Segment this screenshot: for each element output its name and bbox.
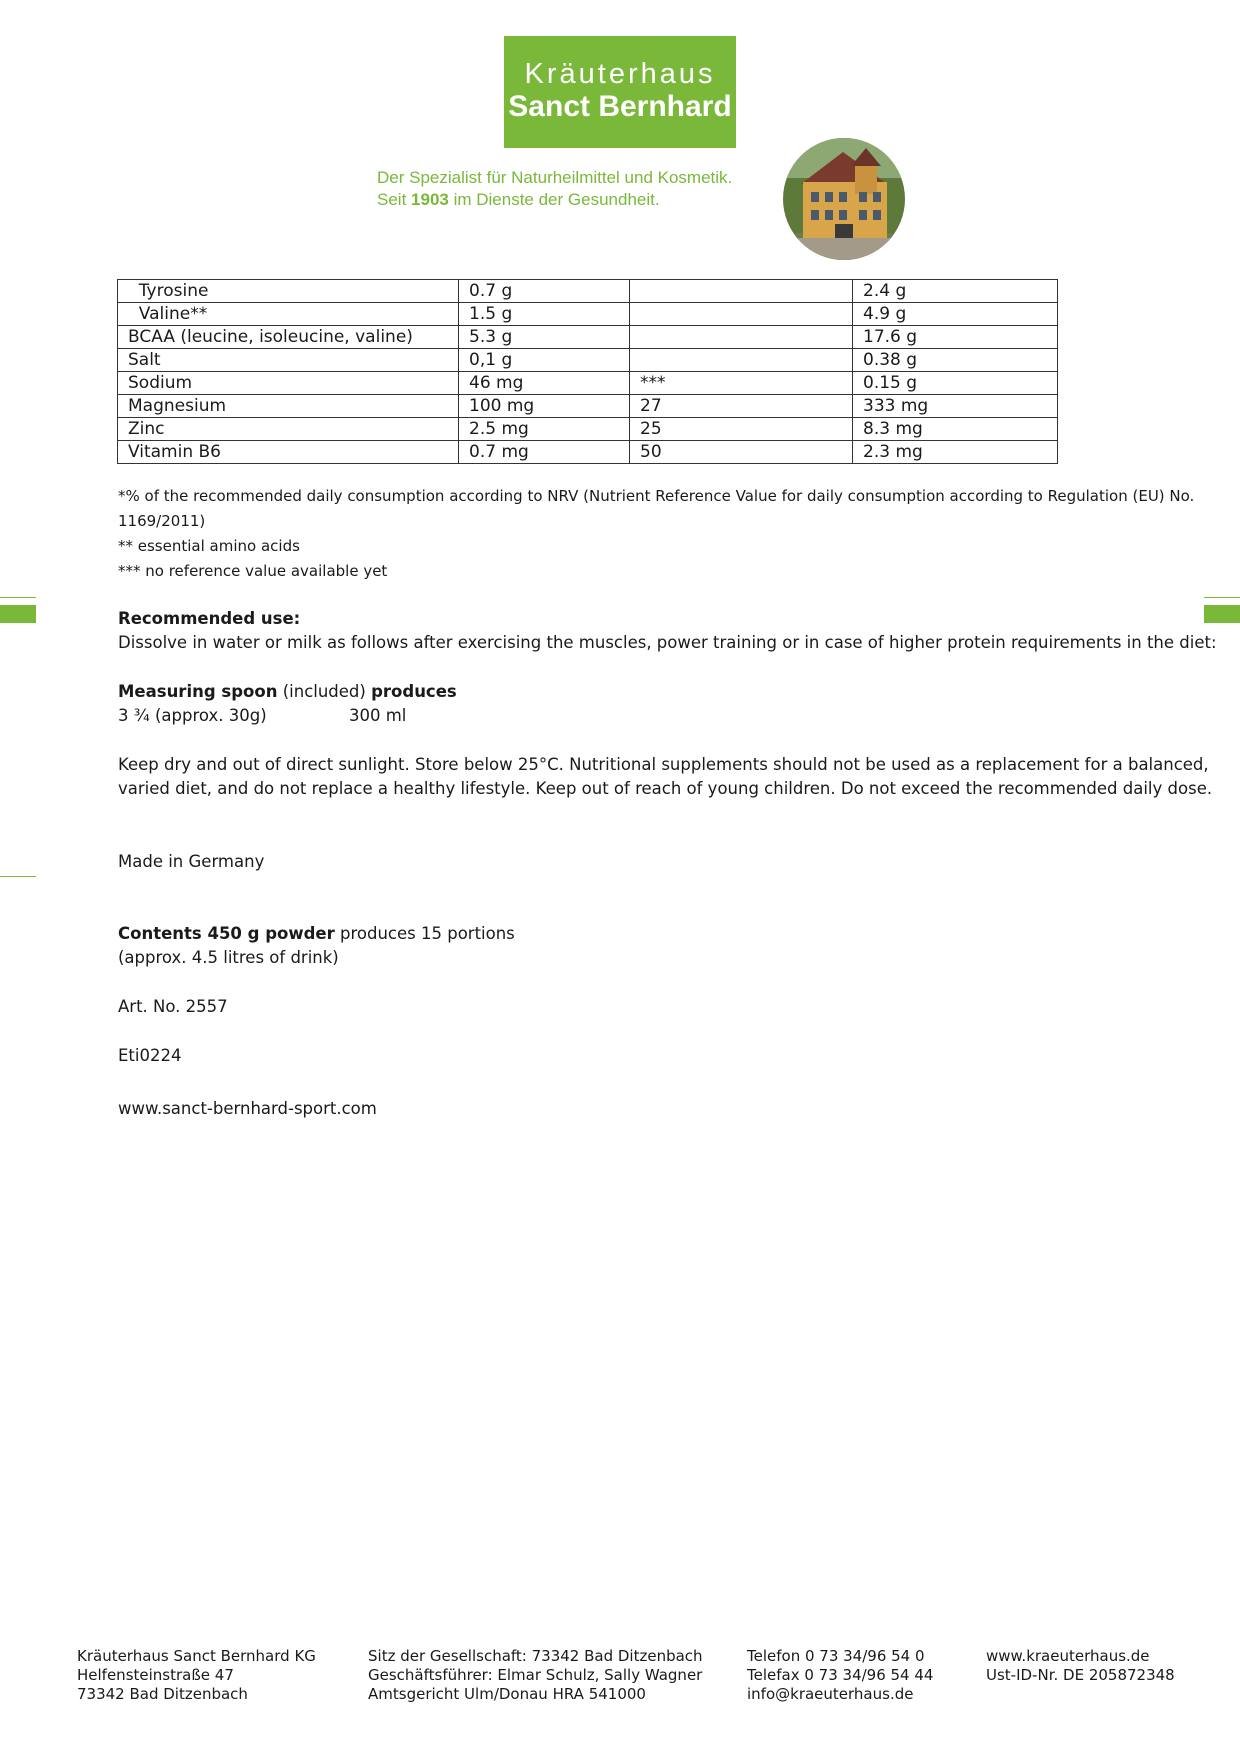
building-photo [783, 138, 905, 260]
logo-line-2: Sanct Bernhard [508, 90, 732, 123]
usage-heading: Recommended use: [118, 609, 301, 628]
table-cell: 0.7 mg [459, 441, 630, 464]
label-code: Eti0224 [118, 1046, 182, 1065]
table-cell [630, 349, 853, 372]
table-cell: 4.9 g [853, 303, 1058, 326]
left-fold-mark-line [0, 597, 36, 598]
footnote-no-reference: *** no reference value available yet [118, 562, 388, 580]
table-row [118, 441, 1058, 464]
table-cell: Vitamin B6 [118, 441, 459, 464]
contents: Contents 450 g powder produces 15 portions (approx. 4.5 litres of drink) [118, 924, 515, 967]
table-cell: BCAA (leucine, isoleucine, valine) [118, 326, 459, 349]
produces-value: 300 ml [349, 706, 407, 725]
table-cell: Sodium [118, 372, 459, 395]
table-cell: 2.3 mg [853, 441, 1058, 464]
table-row [118, 395, 1058, 418]
table-cell: 1.5 g [459, 303, 630, 326]
company-logo [504, 36, 736, 148]
footnote-essential: ** essential amino acids [118, 537, 300, 555]
tagline-line-1: Der Spezialist für Naturheilmittel und Kosmetik. [377, 168, 733, 187]
table-row [118, 349, 1058, 372]
website: www.sanct-bernhard-sport.com [118, 1099, 377, 1118]
table-cell: 100 mg [459, 395, 630, 418]
footnote-nrv: *% of the recommended daily consumption according to NRV (Nutrient Reference Value for daily consumption according to Regulation (EU) No. 1169/2011) [118, 487, 1195, 530]
made-in: Made in Germany [118, 852, 265, 871]
table-cell [630, 326, 853, 349]
nutrition-table [117, 279, 1058, 464]
table-cell [630, 303, 853, 326]
tagline [377, 167, 732, 211]
storage-text: Keep dry and out of direct sunlight. Store below 25°C. Nutritional supplements should not be used as a replacement for a balanced, varied diet, and do not replace a healthy lifestyle. Keep out of reach of young children. Do not exceed the recommended daily dose. [118, 755, 1213, 798]
table-cell: *** [630, 372, 853, 395]
table-cell [630, 280, 853, 303]
table-cell: 0,1 g [459, 349, 630, 372]
table-cell: 46 mg [459, 372, 630, 395]
table-cell: Valine** [118, 303, 459, 326]
table-cell: Magnesium [118, 395, 459, 418]
table-cell: 0.38 g [853, 349, 1058, 372]
table-cell: 2.4 g [853, 280, 1058, 303]
footer-company: Kräuterhaus Sanct Bernhard KG Helfensteinstraße 47 73342 Bad Ditzenbach [77, 1647, 316, 1703]
table-cell: 17.6 g [853, 326, 1058, 349]
table-row [118, 326, 1058, 349]
table-cell: 27 [630, 395, 853, 418]
tagline-line-2: Seit 1903 im Dienste der Gesundheit. [377, 190, 660, 209]
table-cell: Zinc [118, 418, 459, 441]
table-row [118, 372, 1058, 395]
table-cell: 50 [630, 441, 853, 464]
table-cell: 0.15 g [853, 372, 1058, 395]
footer-contact: Telefon 0 73 34/96 54 0 Telefax 0 73 34/96 54 44 info@kraeuterhaus.de [747, 1647, 934, 1703]
measuring-spoon-value: 3 ¾ (approx. 30g) [118, 706, 267, 725]
usage-text: Dissolve in water or milk as follows after exercising the muscles, power training or in case of higher protein requirements in the diet: [118, 633, 1217, 652]
right-fold-mark-line [1204, 597, 1240, 598]
table-cell: Tyrosine [118, 280, 459, 303]
right-fold-mark [1204, 605, 1240, 623]
left-punch-mark [0, 876, 36, 877]
table-cell: 333 mg [853, 395, 1058, 418]
table-row [118, 418, 1058, 441]
left-fold-mark [0, 605, 36, 623]
table-cell: 8.3 mg [853, 418, 1058, 441]
table-row [118, 303, 1058, 326]
table-cell: 5.3 g [459, 326, 630, 349]
table-cell: 25 [630, 418, 853, 441]
table-cell: Salt [118, 349, 459, 372]
table-cell: 0.7 g [459, 280, 630, 303]
footer-legal: Sitz der Gesellschaft: 73342 Bad Ditzenbach Geschäftsführer: Elmar Schulz, Sally Wagner Amtsgericht Ulm/Donau HRA 541000 [368, 1647, 703, 1703]
logo-line-1: Kräuterhaus [524, 58, 716, 90]
table-cell: 2.5 mg [459, 418, 630, 441]
measuring-spoon-header: Measuring spoon (included) produces [118, 682, 457, 701]
article-number: Art. No. 2557 [118, 997, 228, 1016]
footer-web: www.kraeuterhaus.de Ust-ID-Nr. DE 205872348 [986, 1647, 1175, 1684]
table-row [118, 280, 1058, 303]
